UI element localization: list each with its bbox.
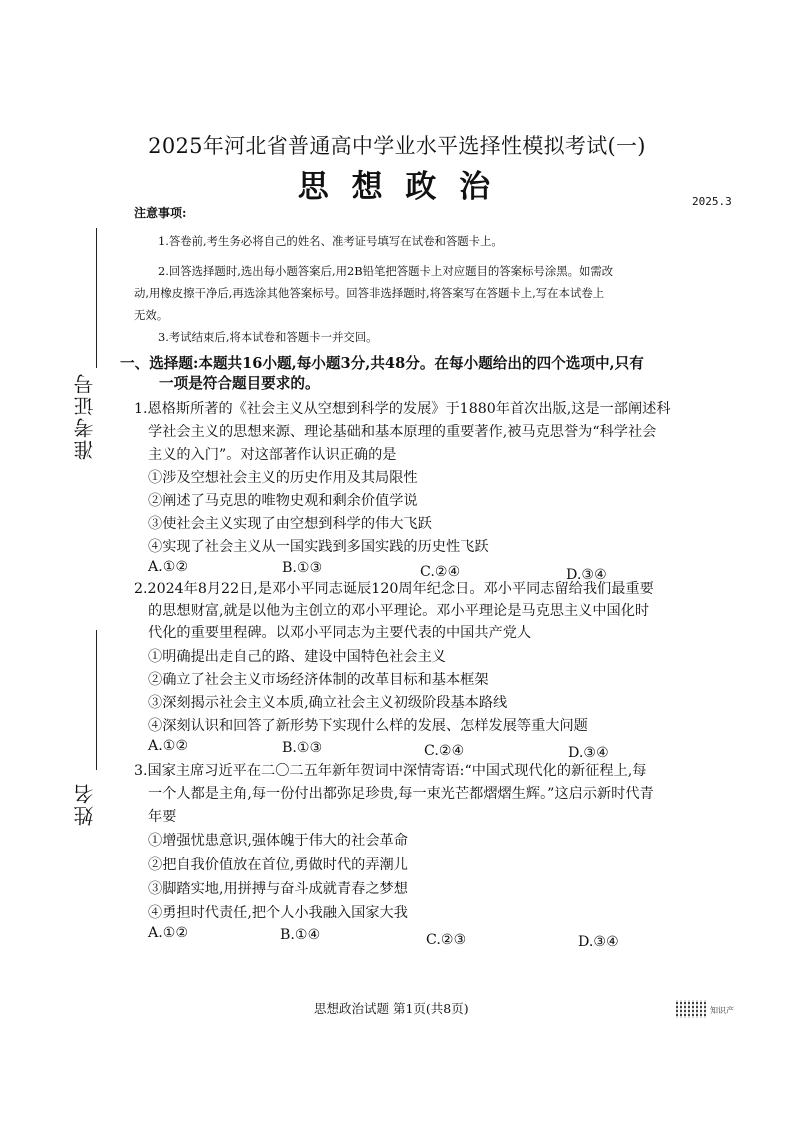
- question-2-stem-line-3: 代化的重要里程碑。以邓小平同志为主要代表的中国共产党人: [148, 625, 532, 641]
- question-1-item-1: ①涉及空想社会主义的历史作用及其局限性: [148, 470, 418, 486]
- exam-id-label: 准考证号: [73, 372, 97, 460]
- question-2-stem-line-2: 的思想财富,就是以他为主创立的邓小平理论。邓小平理论是马克思主义中国化时: [148, 603, 650, 619]
- question-1-item-4: ④实现了社会主义从一国实践到多国实践的历史性飞跃: [148, 539, 489, 555]
- section-heading-line-1: 一、选择题:本题共16小题,每小题3分,共48分。在每小题给出的四个选项中,只有: [120, 355, 644, 372]
- exam-date: 2025.3: [692, 195, 732, 208]
- exam-title: 2025年河北省普通高中学业水平选择性模拟考试(一): [148, 134, 646, 158]
- notice-item-2-line-1: 2.回答选择题时,选出每小题答案后,用2B铅笔把答题卡上对应题目的答案标号涂黑。如需改: [158, 264, 614, 278]
- subject-title: 思 想 政 治: [297, 169, 497, 205]
- question-1-stem-line-2: 学社会主义的思想来源、理论基础和基本原理的重要著作,被马克思誉为“科学社会: [148, 424, 657, 440]
- question-3-option-d[interactable]: D.③④: [578, 934, 619, 950]
- notice-item-2-line-2: 动,用橡皮擦干净后,再选涂其他答案标号。回答非选择题时,将答案写在答题卡上,写在本试卷上: [134, 286, 605, 300]
- watermark-text: 知识产: [710, 1006, 734, 1015]
- question-1-stem-line-3: 主义的入门”。对这部著作认识正确的是: [148, 447, 397, 463]
- notice-item-2-line-3: 无效。: [134, 308, 169, 322]
- question-1-option-c[interactable]: C.②④: [420, 564, 461, 580]
- question-2-item-2: ②确立了社会主义市场经济体制的改革目标和基本框架: [148, 672, 489, 688]
- question-2-option-d[interactable]: D.③④: [568, 745, 609, 761]
- question-3-stem-line-1: 3.国家主席习近平在二〇二五年新年贺词中深情寄语:“中国式现代化的新征程上,每: [134, 763, 647, 779]
- question-3-item-4: ④勇担时代责任,把个人小我融入国家大我: [148, 905, 408, 921]
- notice-heading: 注意事项:: [134, 206, 187, 220]
- question-3-stem-line-3: 年要: [148, 809, 177, 825]
- section-heading-line-2: 一项是符合题目要求的。: [159, 375, 320, 392]
- question-1-option-b[interactable]: B.①③: [282, 560, 323, 576]
- question-1-option-a[interactable]: A.①②: [148, 559, 189, 575]
- question-2-item-3: ③深刻揭示社会主义本质,确立社会主义初级阶段基本路线: [148, 695, 508, 711]
- question-2-option-a[interactable]: A.①②: [148, 738, 189, 754]
- notice-item-1: 1.答卷前,考生务必将自己的姓名、准考证号填写在试卷和答题卡上。: [158, 234, 503, 248]
- question-2-option-c[interactable]: C.②④: [424, 743, 465, 759]
- question-3-stem-line-2: 一个人都是主角,每一份付出都弥足珍贵,每一束光芒都熠熠生辉。”这启示新时代青: [148, 786, 654, 802]
- question-2-option-b[interactable]: B.①③: [282, 740, 323, 756]
- question-1-stem-line-1: 1.恩格斯所著的《社会主义从空想到科学的发展》于1880年首次出版,这是一部阐述科: [134, 401, 671, 417]
- qr-code-icon: [676, 1000, 706, 1018]
- question-3-item-2: ②把自我价值放在首位,勇做时代的弄潮儿: [148, 857, 408, 873]
- question-3-option-c[interactable]: C.②③: [426, 932, 467, 948]
- name-line: [96, 630, 97, 770]
- question-3-item-3: ③脚踏实地,用拼搏与奋斗成就青春之梦想: [148, 881, 408, 897]
- question-1-item-2: ②阐述了马克思的唯物史观和剩余价值学说: [148, 493, 418, 509]
- question-2-item-1: ①明确提出走自己的路、建设中国特色社会主义: [148, 649, 446, 665]
- question-3-option-a[interactable]: A.①②: [148, 925, 189, 941]
- question-2-stem-line-1: 2.2024年8月22日,是邓小平同志诞辰120周年纪念日。邓小平同志留给我们最重要: [134, 581, 654, 597]
- question-3-option-b[interactable]: B.①④: [280, 927, 321, 943]
- name-label: 姓名: [73, 782, 97, 826]
- question-1-item-3: ③使社会主义实现了由空想到科学的伟大飞跃: [148, 516, 432, 532]
- question-3-item-1: ①增强忧患意识,强体魄于伟大的社会革命: [148, 833, 408, 849]
- question-1-option-d[interactable]: D.③④: [566, 567, 607, 583]
- notice-item-3: 3.考试结束后,将本试卷和答题卡一并交回。: [158, 330, 378, 344]
- question-2-item-4: ④深刻认识和回答了新形势下实现什么样的发展、怎样发展等重大问题: [148, 718, 588, 734]
- exam-id-line: [96, 228, 97, 368]
- page-footer: 思想政治试题 第1页(共8页): [314, 1001, 469, 1016]
